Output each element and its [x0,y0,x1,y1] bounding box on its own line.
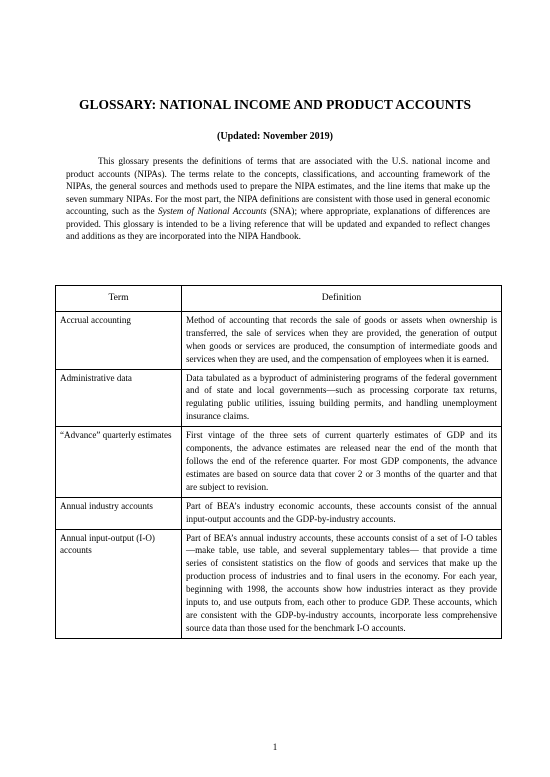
glossary-table [55,285,502,639]
definition-cell: Part of BEA’s annual industry accounts, these accounts consist of a set of I-O tables—make table, use table, and several supplementary tables— that provide a time series of consistent statistics on the flow of goods and services that make up the production process of industries and to final users in the economy. For each year, beginning with 1998, the accounts show how industries interact as they provide inputs to, and use outputs from, each other to produce GDP. These accounts, which are consistent with the GDP-by-industry accounts, incorporate less comprehensive source data than those used for the benchmark I-O accounts. [182,529,502,638]
intro-text-part2: (SNA); where appropriate, explanations of differences are provided. This glossary is intended to be a living reference that will be updated and expanded to reflect changes and additions as they are incorporated into the NIPA Handbook. [66,206,490,241]
intro-text-part1: This glossary presents the definitions of terms that are associated with the U.S. national income and product accounts (NIPAs). The terms relate to the concepts, classifications, and accounting framework of the NIPAs, the general sources and methods used to prepare the NIPA estimates, and the line items that make up the seven summary NIPAs. For the most part, the NIPA definitions are consistent with those used in general economic accounting, such as the [66,156,490,216]
page-number: 1 [272,742,278,752]
table-row [56,427,502,498]
table-header-row [56,286,502,312]
column-header-definition: Definition [182,286,502,312]
definition-cell: Data tabulated as a byproduct of administering programs of the federal government and of state and local governments—such as processing corporate tax returns, regulating public utilities, issuing building permits, and handling unemployment insurance claims. [182,369,502,427]
updated-date: (Updated: November 2019) [217,131,333,142]
column-header-term: Term [56,286,182,312]
table-row [56,369,502,427]
page-title: GLOSSARY: NATIONAL INCOME AND PRODUCT ACCOUNTS [79,97,471,112]
definition-cell: Part of BEA’s industry economic accounts, these accounts consist of the annual input-output accounts and the GDP-by-industry accounts. [182,497,502,529]
term-cell: Administrative data [56,369,182,427]
table-row [56,529,502,638]
table-row [56,311,502,369]
definition-cell: First vintage of the three sets of current quarterly estimates of GDP and its components, the advance estimates are released near the end of the month that follows the end of the reference quarter. For most GDP components, the advance estimates are based on source data that cover 2 or 3 months of the quarter and that are subject to revision. [182,427,502,498]
intro-paragraph [66,155,490,243]
table-row [56,497,502,529]
term-cell: “Advance” quarterly estimates [56,427,182,498]
term-cell: Annual input-output (I-O) accounts [56,529,182,638]
definition-cell: Method of accounting that records the sale of goods or assets when ownership is transferred, the sale of services when they are provided, the generation of output when goods or services are produced, the consumption of intermediate goods and services when they are used, and the compensation of employees when it is earned. [182,311,502,369]
term-cell: Annual industry accounts [56,497,182,529]
term-cell: Accrual accounting [56,311,182,369]
intro-italic-text: System of National Accounts [157,206,267,216]
